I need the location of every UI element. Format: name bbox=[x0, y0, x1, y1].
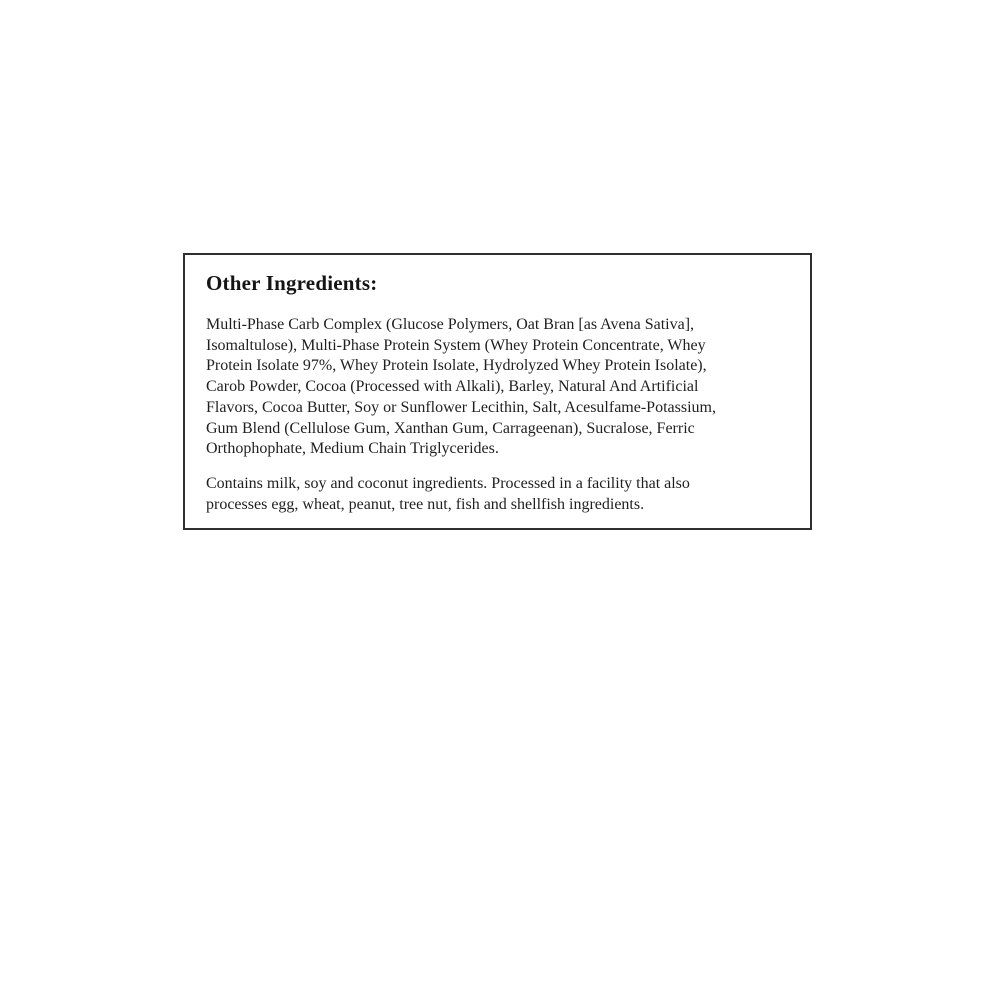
allergen-statement-paragraph bbox=[206, 474, 788, 515]
ingredients-line: Orthophophate, Medium Chain Triglycerides. bbox=[206, 440, 499, 458]
ingredients-line: Protein Isolate 97%, Whey Protein Isolate, Hydrolyzed Whey Protein Isolate), bbox=[206, 357, 707, 375]
ingredients-line: Carob Powder, Cocoa (Processed with Alkali), Barley, Natural And Artificial bbox=[206, 378, 699, 396]
ingredients-line: Multi-Phase Carb Complex (Glucose Polymers, Oat Bran [as Avena Sativa], bbox=[206, 316, 695, 333]
allergen-line: processes egg, wheat, peanut, tree nut, fish and shellfish ingredients. bbox=[206, 495, 645, 513]
ingredients-line: Gum Blend (Cellulose Gum, Xanthan Gum, Carrageenan), Sucralose, Ferric bbox=[206, 419, 695, 437]
ingredients-line: Flavors, Cocoa Butter, Soy or Sunflower Lecithin, Salt, Acesulfame-Potassium, bbox=[206, 398, 716, 416]
ingredients-line: Isomaltulose), Multi-Phase Protein System (Whey Protein Concentrate, Whey bbox=[206, 336, 706, 354]
other-ingredients-panel bbox=[183, 253, 812, 530]
other-ingredients-heading: Other Ingredients: bbox=[206, 271, 378, 295]
allergen-line: Contains milk, soy and coconut ingredients. Processed in a facility that also bbox=[206, 474, 690, 492]
ingredients-paragraph bbox=[206, 315, 788, 460]
